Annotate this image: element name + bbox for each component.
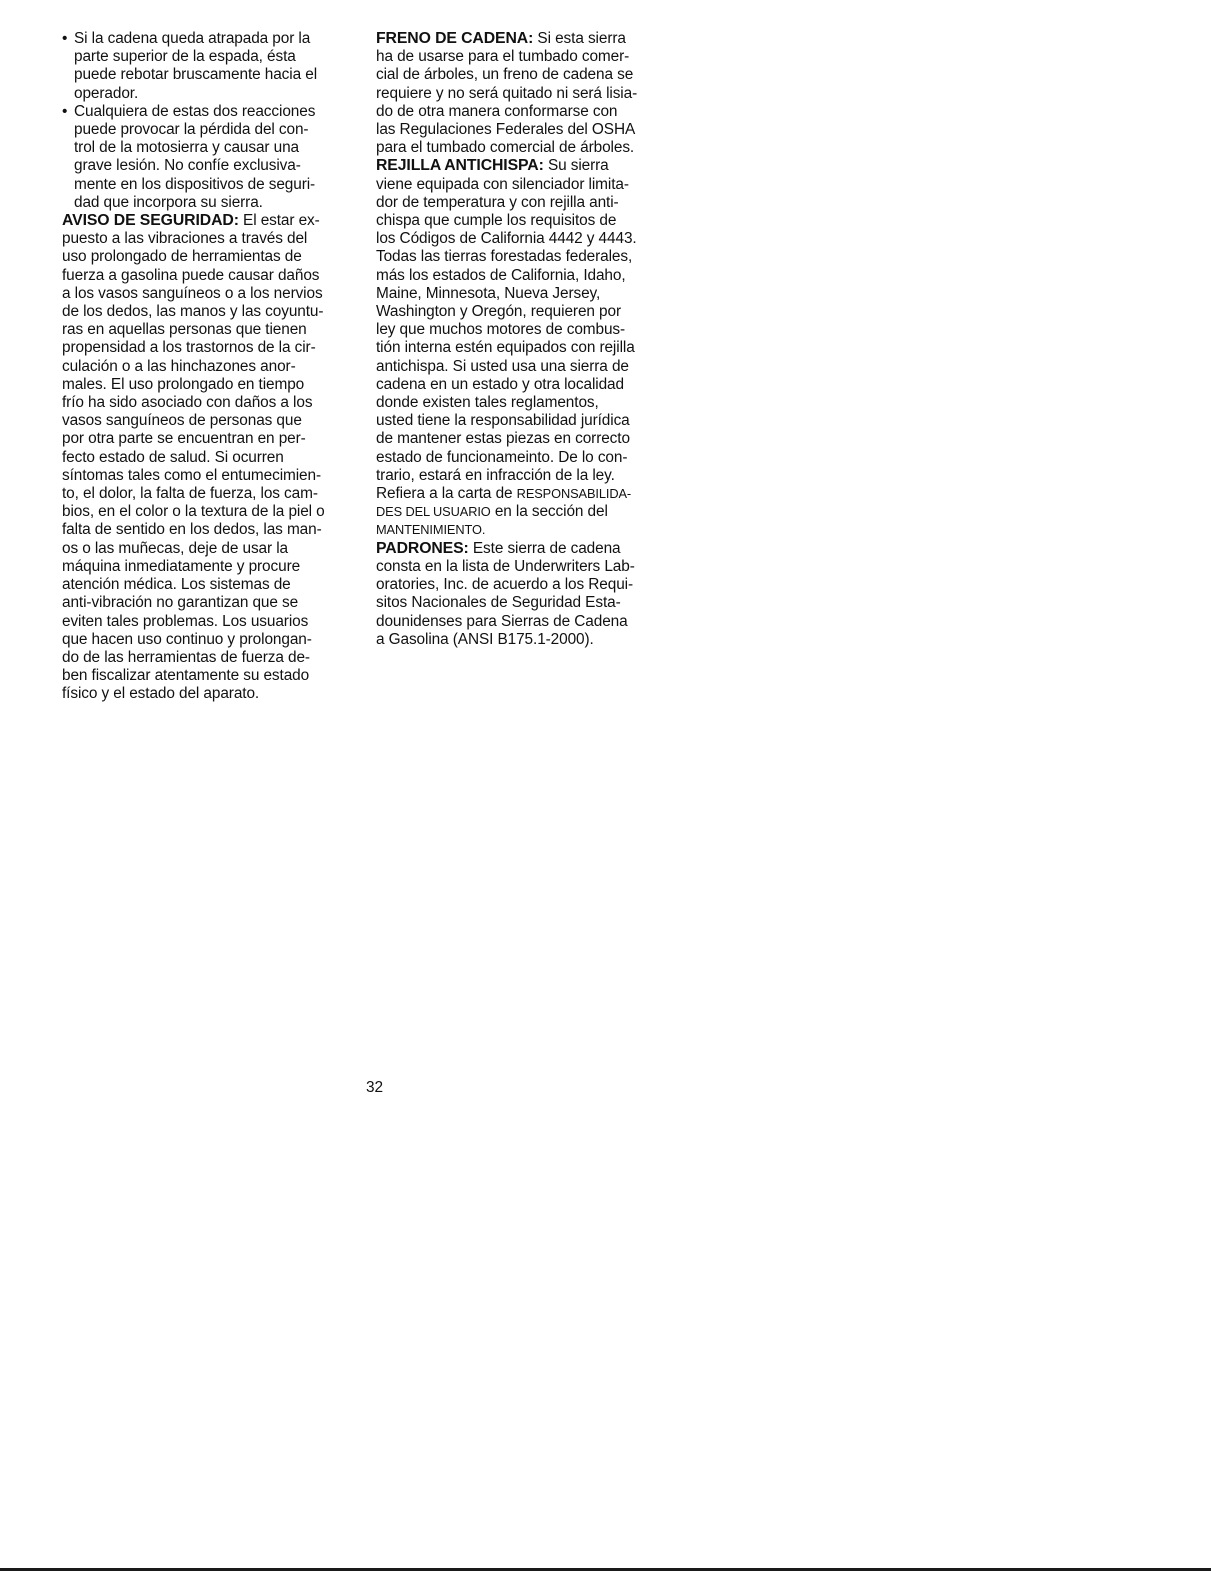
text-line: requiere y no será quitado ni será lisia- bbox=[376, 84, 638, 102]
text-line: dounidenses para Sierras de Cadena bbox=[376, 612, 628, 630]
text-line: ben fiscalizar atentamente su estado bbox=[62, 667, 310, 685]
text-line: bios, en el color o la textura de la piel o bbox=[62, 503, 325, 521]
reference-line: DES DEL USUARIO en la sección del bbox=[376, 503, 608, 521]
small-caps-reference: MANTENIMIENTO. bbox=[376, 522, 486, 538]
text-line: puede rebotar bruscamente hacia el bbox=[74, 66, 318, 84]
text-line: por otra parte se encuentran en per- bbox=[62, 430, 306, 448]
right-column bbox=[376, 30, 676, 649]
reference-line: Refiera a la carta de RESPONSABILIDA- bbox=[376, 485, 632, 503]
text-line: propensidad a los trastornos de la cir- bbox=[62, 339, 316, 357]
text-line: viene equipada con silenciador limita- bbox=[376, 175, 629, 193]
text-line: os o las muñecas, deje de usar la bbox=[62, 539, 288, 557]
text-line: consta en la lista de Underwriters Lab- bbox=[376, 557, 635, 575]
text-line: puesto a las vibraciones a través del bbox=[62, 230, 308, 248]
text-line: para el tumbado comercial de árboles. bbox=[376, 139, 635, 157]
text-line: to, el dolor, la falta de fuerza, los cam- bbox=[62, 485, 318, 503]
text-line: Cualquiera de estas dos reacciones bbox=[74, 102, 316, 120]
text-line: que hacen uso continuo y prolongan- bbox=[62, 630, 312, 648]
text-line: físico y el estado del aparato. bbox=[62, 685, 260, 703]
text-line: las Regulaciones Federales del OSHA bbox=[376, 121, 636, 139]
bullet-item-chain-trapped bbox=[62, 30, 362, 103]
bottom-border-line bbox=[0, 1568, 1211, 1571]
text-line: antichispa. Si usted usa una sierra de bbox=[376, 357, 629, 375]
text-line: Si la cadena queda atrapada por la bbox=[74, 30, 311, 47]
text-line: Este sierra de cadena bbox=[468, 539, 621, 557]
text-line: Maine, Minnesota, Nueva Jersey, bbox=[376, 284, 601, 302]
text-line: atención médica. Los sistemas de bbox=[62, 576, 291, 594]
text-line: parte superior de la espada, ésta bbox=[74, 48, 296, 66]
section-rejilla-antichispa bbox=[376, 157, 676, 539]
text-line: do de otra manera conformarse con bbox=[376, 102, 618, 120]
text-line: eviten tales problemas. Los usuarios bbox=[62, 612, 309, 630]
section-heading: PADRONES: bbox=[376, 539, 469, 557]
section-aviso-de-seguridad bbox=[62, 212, 362, 703]
page-number: 32 bbox=[366, 1079, 384, 1096]
text-line: grave lesión. No confíe exclusiva- bbox=[74, 157, 301, 175]
text-line: do de las herramientas de fuerza de- bbox=[62, 648, 310, 666]
text-line: Si esta sierra bbox=[533, 30, 626, 47]
text-line: fecto estado de salud. Si ocurren bbox=[62, 448, 284, 466]
text-line: de los dedos, las manos y las coyuntu- bbox=[62, 303, 324, 321]
text-line: usted tiene la responsabilidad jurídica bbox=[376, 412, 630, 430]
text-line: mente en los dispositivos de seguri- bbox=[74, 175, 316, 193]
text-line: Todas las tierras forestadas federales, bbox=[376, 248, 633, 266]
left-column bbox=[62, 30, 362, 704]
small-caps-reference: RESPONSABILIDA- bbox=[516, 486, 632, 502]
text-line: operador. bbox=[74, 84, 139, 102]
text-line: trol de la motosierra y causar una bbox=[74, 139, 300, 157]
text-line: Su sierra bbox=[543, 157, 609, 175]
text-line: donde existen tales reglamentos, bbox=[376, 394, 599, 412]
text-line: fuerza a gasolina puede causar daños bbox=[62, 266, 320, 284]
text-line: de mantener estas piezas en correcto bbox=[376, 430, 630, 448]
text-line: culación o a las hinchazones anor- bbox=[62, 357, 296, 375]
text-line: máquina inmediatamente y procure bbox=[62, 557, 301, 575]
text-line: anti-vibración no garantizan que se bbox=[62, 594, 299, 612]
text-line: Washington y Oregón, requieren por bbox=[376, 303, 621, 321]
bullet-marker: • bbox=[62, 102, 68, 120]
text-line: trario, estará en infracción de la ley. bbox=[376, 466, 615, 484]
text-line: El estar ex- bbox=[238, 212, 320, 230]
text-line: falta de sentido en los dedos, las man- bbox=[62, 521, 322, 539]
text-line: cial de árboles, un freno de cadena se bbox=[376, 66, 634, 84]
section-heading: AVISO DE SEGURIDAD: bbox=[62, 212, 239, 230]
section-freno-de-cadena bbox=[376, 30, 676, 157]
text-line: frío ha sido asociado con daños a los bbox=[62, 394, 313, 412]
text-line: oratories, Inc. de acuerdo a los Requi- bbox=[376, 576, 634, 594]
text-line: estado de funcionameinto. De lo con- bbox=[376, 448, 628, 466]
text-line: chispa que cumple los requisitos de bbox=[376, 212, 617, 230]
text-line: dad que incorpora su sierra. bbox=[74, 193, 263, 211]
section-padrones bbox=[376, 540, 676, 649]
text-line: sitos Nacionales de Seguridad Esta- bbox=[376, 594, 621, 612]
text-line: dor de temperatura y con rejilla anti- bbox=[376, 193, 619, 211]
text-line: a los vasos sanguíneos o a los nervios bbox=[62, 284, 323, 302]
text-line: los Códigos de California 4442 y 4443. bbox=[376, 230, 637, 248]
text-line: más los estados de California, Idaho, bbox=[376, 266, 626, 284]
bullet-marker: • bbox=[62, 30, 68, 47]
text-line: cadena en un estado y otra localidad bbox=[376, 375, 624, 393]
section-heading: FRENO DE CADENA: bbox=[376, 30, 534, 47]
section-heading: REJILLA ANTICHISPA: bbox=[376, 157, 544, 175]
bullet-item-reactions bbox=[62, 103, 362, 212]
reference-line bbox=[376, 521, 676, 539]
text-line: ras en aquellas personas que tienen bbox=[62, 321, 307, 339]
text-line: uso prolongado de herramientas de bbox=[62, 248, 302, 266]
small-caps-reference: DES DEL USUARIO bbox=[376, 504, 491, 520]
text-line: síntomas tales como el entumecimien- bbox=[62, 466, 322, 484]
text-line: ley que muchos motores de combus- bbox=[376, 321, 626, 339]
text-line: males. El uso prolongado en tiempo bbox=[62, 375, 305, 393]
text-line: a Gasolina (ANSI B175.1-2000). bbox=[376, 630, 594, 648]
text-line: vasos sanguíneos de personas que bbox=[62, 412, 302, 430]
text-line: tión interna estén equipados con rejilla bbox=[376, 339, 635, 357]
text-line: puede provocar la pérdida del con- bbox=[74, 121, 309, 139]
text-line: ha de usarse para el tumbado comer- bbox=[376, 48, 630, 66]
